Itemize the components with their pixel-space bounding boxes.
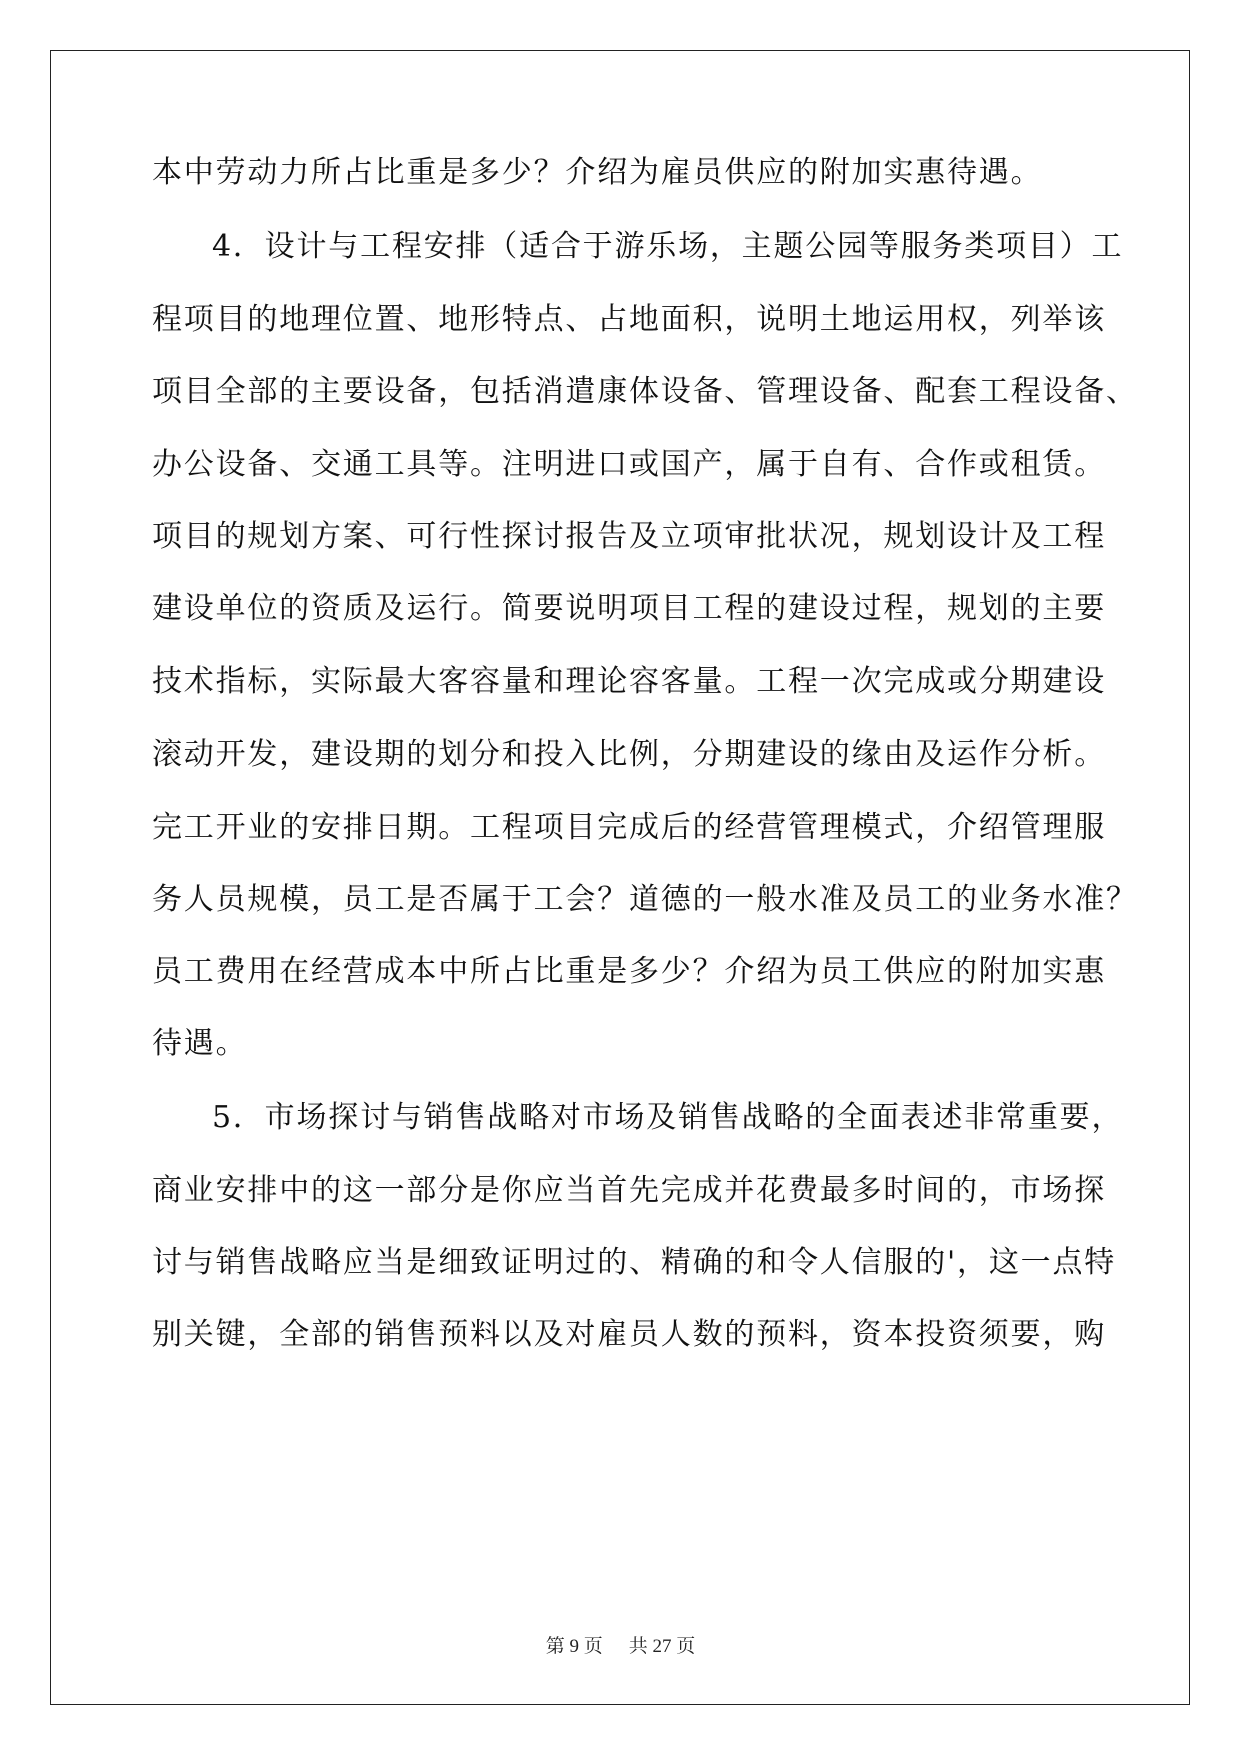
text-line: 待遇。 <box>152 1026 248 1061</box>
text-line: 程项目的地理位置、地形特点、占地面积，说明土地运用权，列举该 <box>152 302 1106 337</box>
text-line: 4．设计与工程安排（适合于游乐场，主题公园等服务类项目）工 <box>212 229 1124 264</box>
text-line: 商业安排中的这一部分是你应当首先完成并花费最多时间的，市场探 <box>152 1173 1106 1208</box>
text-line: 滚动开发，建设期的划分和投入比例，分期建设的缘由及运作分析。 <box>152 737 1106 772</box>
page-border <box>50 50 1190 1705</box>
page-total: 共 27 页 <box>628 1636 696 1657</box>
text-line: 技术指标，实际最大客容量和理论容客量。工程一次完成或分期建设 <box>152 664 1106 699</box>
text-line: 本中劳动力所占比重是多少？介绍为雇员供应的附加实惠待遇。 <box>152 155 1043 190</box>
text-line: 务人员规模，员工是否属于工会？道德的一般水准及员工的业务水准？ <box>152 882 1138 917</box>
page-number: 第 9 页 <box>545 1636 603 1657</box>
page-footer <box>0 1635 1241 1659</box>
text-line: 5．市场探讨与销售战略对市场及销售战略的全面表述非常重要， <box>212 1100 1124 1135</box>
text-line: 项目全部的主要设备，包括消遣康体设备、管理设备、配套工程设备、 <box>152 374 1138 409</box>
text-line: 项目的规划方案、可行性探讨报告及立项审批状况，规划设计及工程 <box>152 519 1106 554</box>
text-line: 别关键，全部的销售预料以及对雇员人数的预料，资本投资须要，购 <box>152 1317 1106 1352</box>
text-line: 建设单位的资质及运行。简要说明项目工程的建设过程，规划的主要 <box>152 591 1106 626</box>
text-line: 员工费用在经营成本中所占比重是多少？介绍为员工供应的附加实惠 <box>152 954 1106 989</box>
text-line: 完工开业的安排日期。工程项目完成后的经营管理模式，介绍管理服 <box>152 810 1106 845</box>
text-line: 讨与销售战略应当是细致证明过的、精确的和令人信服的'，这一点特 <box>152 1245 1117 1280</box>
text-line: 办公设备、交通工具等。注明进口或国产，属于自有、合作或租赁。 <box>152 447 1106 482</box>
